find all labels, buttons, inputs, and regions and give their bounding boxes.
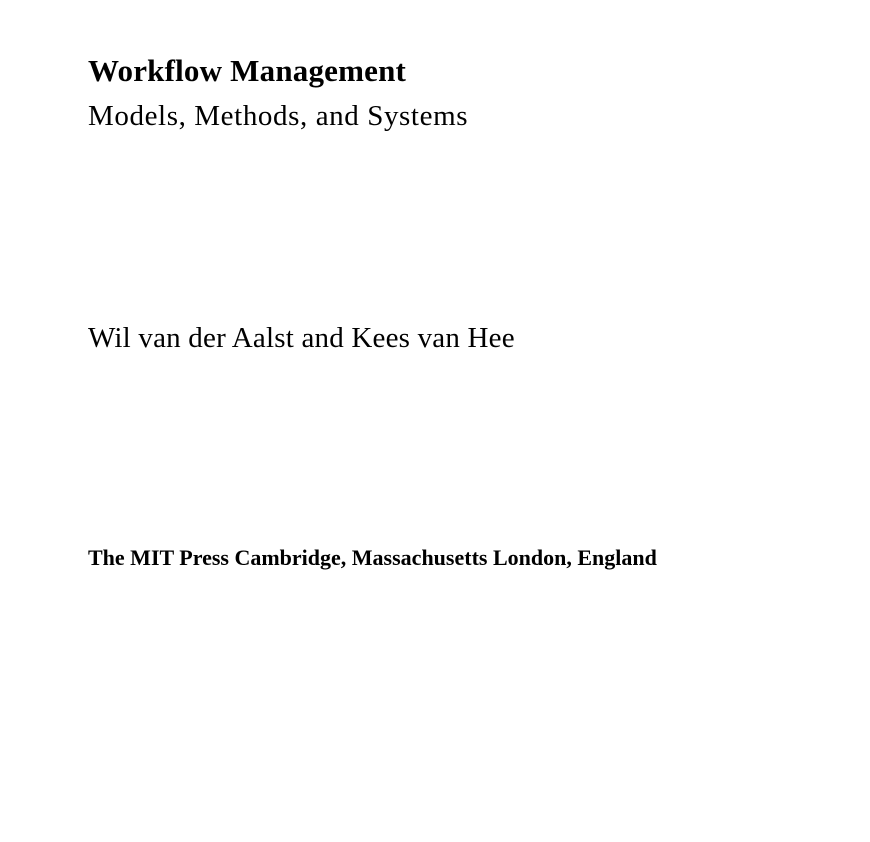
publisher-imprint: The MIT Press Cambridge, Massachusetts London, England <box>88 545 657 570</box>
book-authors: Wil van der Aalst and Kees van Hee <box>88 322 515 354</box>
book-title: Workflow Management <box>88 53 407 88</box>
book-subtitle: Models, Methods, and Systems <box>88 100 469 132</box>
